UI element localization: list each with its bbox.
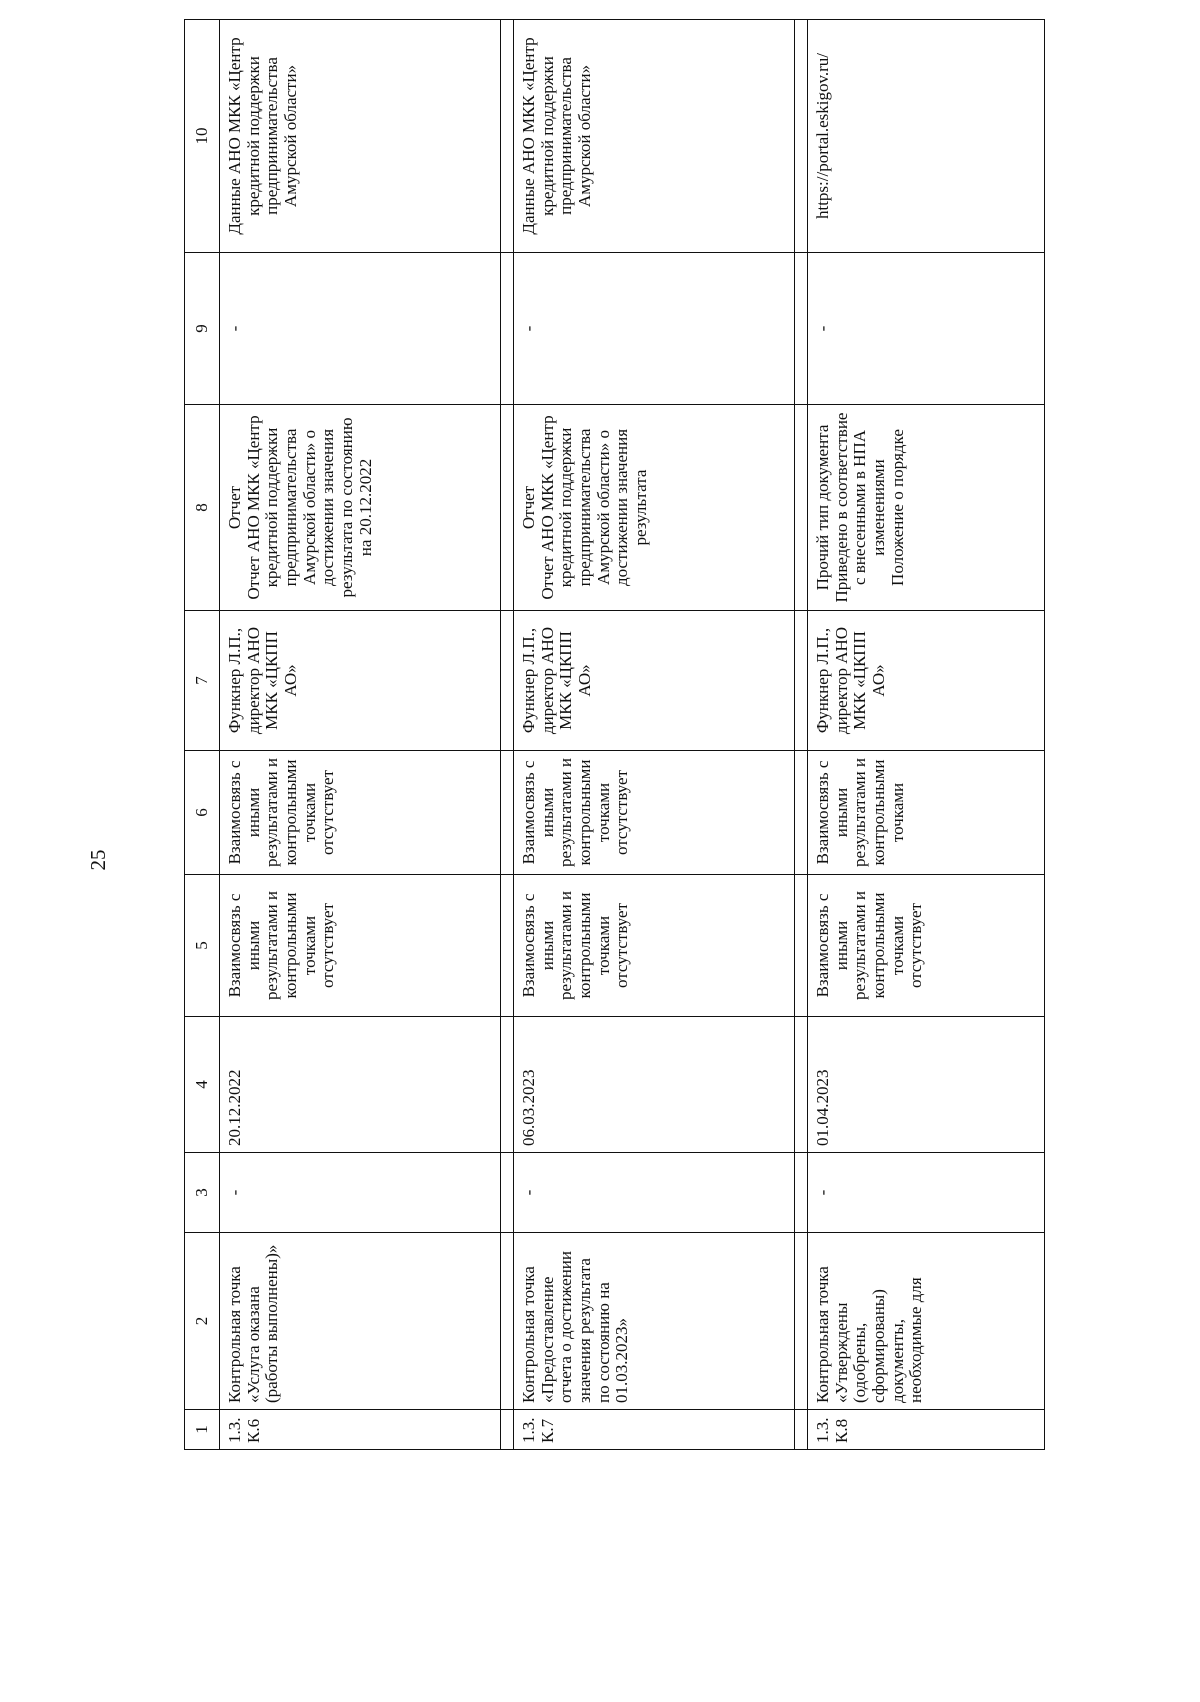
column-header: 4 <box>185 1017 220 1153</box>
control-point-name: Контрольная точка «Предоставление отчета о достижении значения результата по состоянию на 01.03.2023» <box>514 1233 795 1410</box>
header-row <box>185 20 220 1450</box>
control-point-name: Контрольная точка «Утверждены (одобрены, сформированы) документы, необходимые для <box>808 1233 1045 1410</box>
row-divider <box>795 20 808 1450</box>
row-number: 1.3. К.8 <box>808 1410 1045 1450</box>
cell-col-3: - <box>220 1153 501 1233</box>
cell-col-9: - <box>514 253 795 405</box>
relation-cell: Взаимосвязь с иными результатами и контрольными точками отсутствует <box>514 751 795 875</box>
cell-col-3: - <box>514 1153 795 1233</box>
table-row <box>808 20 1045 1450</box>
date-cell: 01.04.2023 <box>808 1017 1045 1153</box>
date-cell: 20.12.2022 <box>220 1017 501 1153</box>
relation-cell: Взаимосвязь с иными результатами и контрольными точками отсутствует <box>220 875 501 1017</box>
source-cell: Данные АНО МКК «Центр кредитной поддержки предпринимательства Амурской области» <box>514 20 795 253</box>
rotated-table-container <box>184 37 1004 1450</box>
column-header: 2 <box>185 1233 220 1410</box>
column-header: 5 <box>185 875 220 1017</box>
responsible-cell: Функнер Л.П., директор АНО МКК «ЦКПП АО» <box>808 611 1045 751</box>
date-cell: 06.03.2023 <box>514 1017 795 1153</box>
column-header: 10 <box>185 20 220 253</box>
column-header: 3 <box>185 1153 220 1233</box>
document-cell: Прочий тип документа Приведено в соответствие с внесенными в НПА изменениями Положение о порядке <box>808 405 1045 611</box>
column-header: 7 <box>185 611 220 751</box>
responsible-cell: Функнер Л.П., директор АНО МКК «ЦКПП АО» <box>220 611 501 751</box>
page-number: 25 <box>85 849 110 871</box>
table-row <box>220 20 501 1450</box>
document-cell: Отчет Отчет АНО МКК «Центр кредитной поддержки предпринимательства Амурской области» о достижении значения результата <box>514 405 795 611</box>
relation-cell: Взаимосвязь с иными результатами и контрольными точками отсутствует <box>220 751 501 875</box>
source-cell: Данные АНО МКК «Центр кредитной поддержки предпринимательства Амурской области» <box>220 20 501 253</box>
column-header: 9 <box>185 253 220 405</box>
document-cell: Отчет Отчет АНО МКК «Центр кредитной поддержки предпринимательства Амурской области» о достижении значения результата по состоянию на 20.12.2022 <box>220 405 501 611</box>
row-divider <box>501 20 514 1450</box>
cell-col-9: - <box>808 253 1045 405</box>
cell-col-9: - <box>220 253 501 405</box>
table-row <box>514 20 795 1450</box>
row-number: 1.3. К.7 <box>514 1410 795 1450</box>
source-cell: https://portal.eskigov.ru/ <box>808 20 1045 253</box>
cell-col-3: - <box>808 1153 1045 1233</box>
responsible-cell: Функнер Л.П., директор АНО МКК «ЦКПП АО» <box>514 611 795 751</box>
row-number: 1.3. К.6 <box>220 1410 501 1450</box>
column-header: 6 <box>185 751 220 875</box>
column-header: 1 <box>185 1410 220 1450</box>
control-point-name: Контрольная точка «Услуга оказана (работы выполнены)» <box>220 1233 501 1410</box>
column-header: 8 <box>185 405 220 611</box>
relation-cell: Взаимосвязь с иными результатами и контрольными точками <box>808 751 1045 875</box>
relation-cell: Взаимосвязь с иными результатами и контрольными точками отсутствует <box>514 875 795 1017</box>
control-points-table <box>184 19 1045 1450</box>
relation-cell: Взаимосвязь с иными результатами и контрольными точками отсутствует <box>808 875 1045 1017</box>
